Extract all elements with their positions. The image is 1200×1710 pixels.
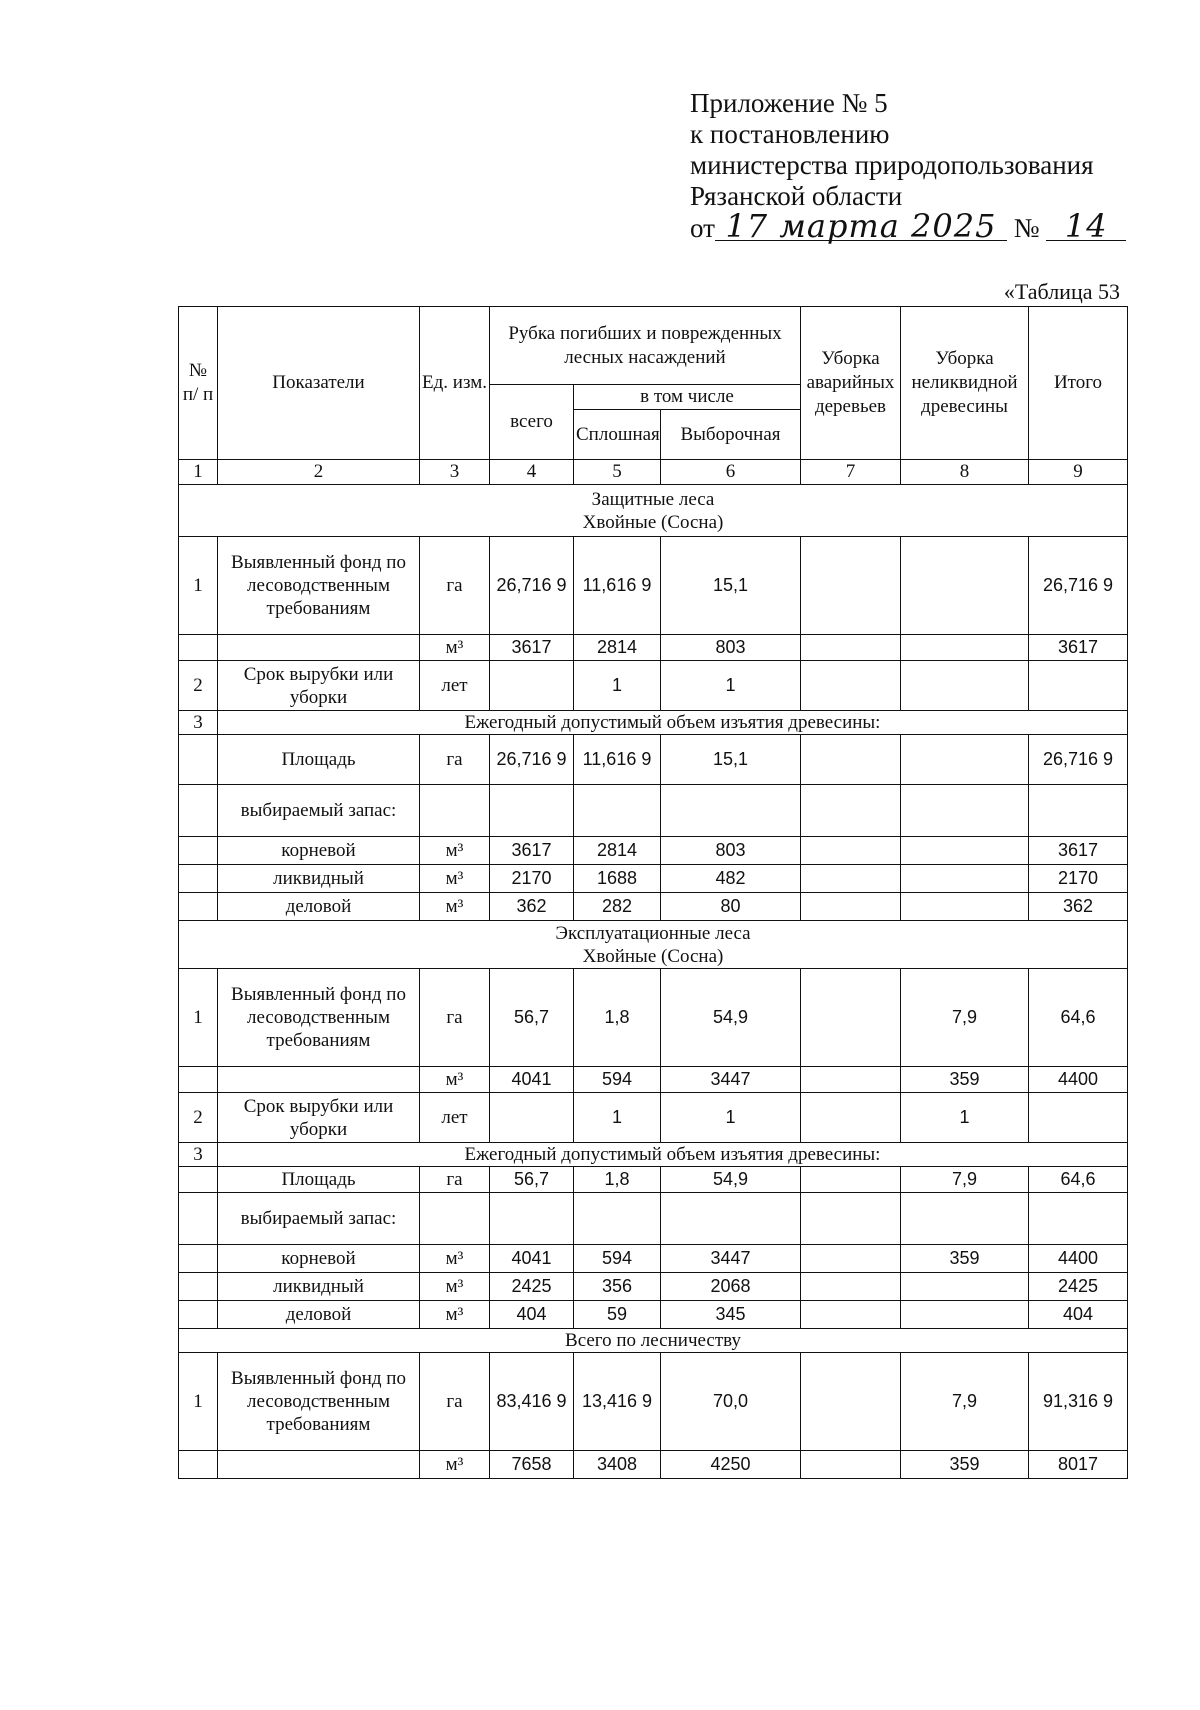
section-title-line: Всего по лесничеству xyxy=(565,1330,741,1351)
empty-cell xyxy=(574,1193,661,1245)
row-number xyxy=(179,1273,218,1301)
value-cell-total: 64,6 xyxy=(1029,1167,1128,1193)
value-cell-clear: 1,8 xyxy=(574,969,661,1067)
value-cell-all xyxy=(490,661,574,711)
value-cell-emerg xyxy=(801,735,901,785)
value-cell-illiq: 7,9 xyxy=(901,1353,1029,1451)
unit-cell: лет xyxy=(420,1093,490,1143)
value-cell-illiq xyxy=(901,1301,1029,1329)
row-number: 2 xyxy=(179,1093,218,1143)
value-cell-all: 56,7 xyxy=(490,969,574,1067)
col-num-header: № п/ п xyxy=(179,307,218,460)
row-number: 3 xyxy=(179,711,218,735)
stock-label-row xyxy=(179,1193,1128,1245)
row-number xyxy=(179,893,218,921)
row-label: выбираемый запас: xyxy=(218,785,420,837)
section-title-line: Эксплуатационные леса xyxy=(555,922,751,944)
value-cell-total: 26,716 9 xyxy=(1029,735,1128,785)
value-cell-all: 26,716 9 xyxy=(490,735,574,785)
value-cell-clear: 2814 xyxy=(574,635,661,661)
value-cell-clear: 594 xyxy=(574,1245,661,1273)
value-cell-all: 26,716 9 xyxy=(490,537,574,635)
value-cell-illiq: 359 xyxy=(901,1451,1029,1479)
col-number: 7 xyxy=(801,460,901,485)
value-cell-sel: 482 xyxy=(661,865,801,893)
row-label: ликвидный xyxy=(218,1273,420,1301)
annual-volume-row xyxy=(179,711,1128,735)
summary-fund-row xyxy=(179,1353,1128,1451)
row-number xyxy=(179,635,218,661)
summary-header-row xyxy=(179,1329,1128,1353)
col-selective-header: Выборочная xyxy=(661,410,801,460)
unit-cell: га xyxy=(420,735,490,785)
unit-cell: м³ xyxy=(420,1273,490,1301)
row-number: 1 xyxy=(179,969,218,1067)
section-title xyxy=(179,921,1128,969)
value-cell-clear: 11,616 9 xyxy=(574,537,661,635)
row-label: Выявленный фонд по лесоводственным требованиям xyxy=(218,537,420,635)
value-cell-sel: 54,9 xyxy=(661,1167,801,1193)
value-cell-illiq xyxy=(901,1273,1029,1301)
row-label xyxy=(218,1451,420,1479)
value-cell-illiq xyxy=(901,661,1029,711)
value-cell-total: 3617 xyxy=(1029,635,1128,661)
value-cell-all: 56,7 xyxy=(490,1167,574,1193)
value-cell-illiq: 359 xyxy=(901,1067,1029,1093)
value-cell-emerg xyxy=(801,661,901,711)
section-title xyxy=(179,1329,1128,1353)
value-cell-all: 404 xyxy=(490,1301,574,1329)
value-cell-emerg xyxy=(801,969,901,1067)
value-cell-emerg xyxy=(801,1301,901,1329)
col-number: 9 xyxy=(1029,460,1128,485)
value-cell-sel: 54,9 xyxy=(661,969,801,1067)
value-cell-clear: 11,616 9 xyxy=(574,735,661,785)
table-caption: «Таблица 53 xyxy=(1003,279,1120,304)
value-cell-sel: 803 xyxy=(661,635,801,661)
col-indicators-header: Показатели xyxy=(218,307,420,460)
value-cell-sel: 3447 xyxy=(661,1067,801,1093)
row-label: выбираемый запас: xyxy=(218,1193,420,1245)
value-cell-sel: 15,1 xyxy=(661,735,801,785)
value-cell-emerg xyxy=(801,635,901,661)
unit-cell: лет xyxy=(420,661,490,711)
value-cell-clear: 13,416 9 xyxy=(574,1353,661,1451)
empty-cell xyxy=(1029,785,1128,837)
value-cell-emerg xyxy=(801,893,901,921)
row-label xyxy=(218,635,420,661)
column-number-row xyxy=(179,460,1128,485)
empty-cell xyxy=(420,785,490,837)
row-label: Срок вырубки или уборки xyxy=(218,661,420,711)
value-cell-total: 26,716 9 xyxy=(1029,537,1128,635)
value-cell-illiq: 1 xyxy=(901,1093,1029,1143)
value-cell-illiq: 7,9 xyxy=(901,1167,1029,1193)
value-cell-emerg xyxy=(801,1093,901,1143)
row-number xyxy=(179,1193,218,1245)
unit-cell: м³ xyxy=(420,1301,490,1329)
value-cell-sel: 70,0 xyxy=(661,1353,801,1451)
annual-volume-row xyxy=(179,1143,1128,1167)
value-cell-total: 64,6 xyxy=(1029,969,1128,1067)
row-label: деловой xyxy=(218,1301,420,1329)
number-label: № xyxy=(1013,213,1040,243)
value-cell-total: 3617 xyxy=(1029,837,1128,865)
unit-cell: м³ xyxy=(420,1245,490,1273)
value-cell-illiq: 7,9 xyxy=(901,969,1029,1067)
col-number: 5 xyxy=(574,460,661,485)
value-cell-total: 404 xyxy=(1029,1301,1128,1329)
area-row xyxy=(179,1167,1128,1193)
value-cell-sel: 15,1 xyxy=(661,537,801,635)
value-cell-total: 362 xyxy=(1029,893,1128,921)
handwritten-date: 17 марта 2025 xyxy=(715,212,1007,241)
row-label: Выявленный фонд по лесоводственным требованиям xyxy=(218,969,420,1067)
value-cell-clear: 1 xyxy=(574,661,661,711)
empty-cell xyxy=(801,785,901,837)
unit-cell: га xyxy=(420,969,490,1067)
row-number: 2 xyxy=(179,661,218,711)
root-stock-row xyxy=(179,1245,1128,1273)
unit-cell: м³ xyxy=(420,865,490,893)
value-cell-clear: 2814 xyxy=(574,837,661,865)
value-cell-all xyxy=(490,1093,574,1143)
value-cell-all: 4041 xyxy=(490,1067,574,1093)
annual-volume-label: Ежегодный допустимый объем изъятия древесины: xyxy=(218,711,1128,735)
row-number xyxy=(179,735,218,785)
liquid-stock-row xyxy=(179,865,1128,893)
value-cell-clear: 282 xyxy=(574,893,661,921)
value-cell-illiq xyxy=(901,893,1029,921)
value-cell-clear: 356 xyxy=(574,1273,661,1301)
row-number xyxy=(179,865,218,893)
unit-cell: га xyxy=(420,1353,490,1451)
value-cell-illiq xyxy=(901,537,1029,635)
fund-row xyxy=(179,537,1128,635)
value-cell-emerg xyxy=(801,1067,901,1093)
value-cell-clear: 3408 xyxy=(574,1451,661,1479)
empty-cell xyxy=(801,1193,901,1245)
empty-cell xyxy=(901,1193,1029,1245)
value-cell-total: 2170 xyxy=(1029,865,1128,893)
term-row xyxy=(179,1093,1128,1143)
value-cell-emerg xyxy=(801,1451,901,1479)
value-cell-emerg xyxy=(801,1167,901,1193)
row-number xyxy=(179,785,218,837)
row-number: 1 xyxy=(179,1353,218,1451)
row-number: 3 xyxy=(179,1143,218,1167)
row-number xyxy=(179,837,218,865)
row-label: Площадь xyxy=(218,1167,420,1193)
value-cell-all: 4041 xyxy=(490,1245,574,1273)
row-label: деловой xyxy=(218,893,420,921)
unit-cell: м³ xyxy=(420,635,490,661)
business-stock-row xyxy=(179,893,1128,921)
row-label: Площадь xyxy=(218,735,420,785)
row-label xyxy=(218,1067,420,1093)
col-illiquid-header: Уборка неликвидной древесины xyxy=(901,307,1029,460)
fund-row xyxy=(179,969,1128,1067)
appendix-title: Приложение № 5 xyxy=(690,88,888,118)
annual-volume-label: Ежегодный допустимый объем изъятия древесины: xyxy=(218,1143,1128,1167)
fund-volume-row xyxy=(179,635,1128,661)
row-number xyxy=(179,1451,218,1479)
col-all-header: всего xyxy=(490,385,574,460)
appendix-subtitle-3: Рязанской области xyxy=(690,181,903,211)
empty-cell xyxy=(574,785,661,837)
col-number: 2 xyxy=(218,460,420,485)
value-cell-total: 4400 xyxy=(1029,1067,1128,1093)
value-cell-total xyxy=(1029,1093,1128,1143)
row-label: корневой xyxy=(218,1245,420,1273)
value-cell-emerg xyxy=(801,865,901,893)
area-row xyxy=(179,735,1128,785)
value-cell-all: 83,416 9 xyxy=(490,1353,574,1451)
value-cell-total xyxy=(1029,661,1128,711)
col-number: 6 xyxy=(661,460,801,485)
section-title-line: Хвойные (Сосна) xyxy=(582,511,724,533)
row-number: 1 xyxy=(179,537,218,635)
row-label: корневой xyxy=(218,837,420,865)
value-cell-sel: 2068 xyxy=(661,1273,801,1301)
appendix-subtitle-2: министерства природопользования xyxy=(690,150,1094,180)
value-cell-all: 3617 xyxy=(490,837,574,865)
value-cell-all: 7658 xyxy=(490,1451,574,1479)
from-label: от xyxy=(690,213,715,243)
value-cell-sel: 803 xyxy=(661,837,801,865)
empty-cell xyxy=(1029,1193,1128,1245)
empty-cell xyxy=(661,1193,801,1245)
document-header xyxy=(690,88,1126,244)
section-header-row xyxy=(179,921,1128,969)
value-cell-total: 4400 xyxy=(1029,1245,1128,1273)
col-including-header: в том числе xyxy=(574,385,801,410)
value-cell-emerg xyxy=(801,1273,901,1301)
value-cell-clear: 594 xyxy=(574,1067,661,1093)
section-title-line: Хвойные (Сосна) xyxy=(582,945,724,967)
value-cell-illiq xyxy=(901,735,1029,785)
value-cell-clear: 1688 xyxy=(574,865,661,893)
value-cell-sel: 345 xyxy=(661,1301,801,1329)
row-number xyxy=(179,1067,218,1093)
value-cell-all: 3617 xyxy=(490,635,574,661)
appendix-subtitle-1: к постановлению xyxy=(690,119,890,149)
value-cell-total: 91,316 9 xyxy=(1029,1353,1128,1451)
term-row xyxy=(179,661,1128,711)
unit-cell: м³ xyxy=(420,837,490,865)
fund-volume-row xyxy=(179,1067,1128,1093)
summary-fund-volume-row xyxy=(179,1451,1128,1479)
value-cell-illiq xyxy=(901,837,1029,865)
empty-cell xyxy=(490,785,574,837)
unit-cell: м³ xyxy=(420,1451,490,1479)
value-cell-all: 2170 xyxy=(490,865,574,893)
unit-cell: м³ xyxy=(420,1067,490,1093)
col-total-header: Итого xyxy=(1029,307,1128,460)
value-cell-emerg xyxy=(801,537,901,635)
value-cell-clear: 59 xyxy=(574,1301,661,1329)
value-cell-emerg xyxy=(801,1245,901,1273)
empty-cell xyxy=(661,785,801,837)
col-emergency-header: Уборка аварийных деревьев xyxy=(801,307,901,460)
value-cell-illiq xyxy=(901,865,1029,893)
handwritten-number: 14 xyxy=(1046,212,1126,241)
value-cell-illiq: 359 xyxy=(901,1245,1029,1273)
root-stock-row xyxy=(179,837,1128,865)
col-number: 1 xyxy=(179,460,218,485)
value-cell-sel: 4250 xyxy=(661,1451,801,1479)
decree-date-line xyxy=(690,207,1126,245)
unit-cell: га xyxy=(420,537,490,635)
value-cell-emerg xyxy=(801,1353,901,1451)
empty-cell xyxy=(420,1193,490,1245)
col-cutting-group-header: Рубка погибших и поврежденных лесных насаждений xyxy=(490,307,801,385)
value-cell-sel: 3447 xyxy=(661,1245,801,1273)
col-number: 8 xyxy=(901,460,1029,485)
value-cell-sel: 80 xyxy=(661,893,801,921)
forest-cutting-table xyxy=(178,306,1128,1479)
value-cell-total: 2425 xyxy=(1029,1273,1128,1301)
value-cell-clear: 1,8 xyxy=(574,1167,661,1193)
liquid-stock-row xyxy=(179,1273,1128,1301)
row-label: Срок вырубки или уборки xyxy=(218,1093,420,1143)
section-title-line: Защитные леса xyxy=(591,488,715,510)
value-cell-illiq xyxy=(901,635,1029,661)
value-cell-all: 362 xyxy=(490,893,574,921)
unit-cell: га xyxy=(420,1167,490,1193)
business-stock-row xyxy=(179,1301,1128,1329)
empty-cell xyxy=(490,1193,574,1245)
value-cell-clear: 1 xyxy=(574,1093,661,1143)
value-cell-emerg xyxy=(801,837,901,865)
col-unit-header: Ед. изм. xyxy=(420,307,490,460)
row-label: Выявленный фонд по лесоводственным требованиям xyxy=(218,1353,420,1451)
row-number xyxy=(179,1301,218,1329)
row-number xyxy=(179,1167,218,1193)
stock-label-row xyxy=(179,785,1128,837)
row-label: ликвидный xyxy=(218,865,420,893)
col-number: 3 xyxy=(420,460,490,485)
row-number xyxy=(179,1245,218,1273)
value-cell-all: 2425 xyxy=(490,1273,574,1301)
section-header-row xyxy=(179,485,1128,537)
unit-cell: м³ xyxy=(420,893,490,921)
empty-cell xyxy=(901,785,1029,837)
value-cell-sel: 1 xyxy=(661,661,801,711)
col-clearcut-header: Сплошная xyxy=(574,410,661,460)
col-number: 4 xyxy=(490,460,574,485)
value-cell-total: 8017 xyxy=(1029,1451,1128,1479)
value-cell-sel: 1 xyxy=(661,1093,801,1143)
section-title xyxy=(179,485,1128,537)
